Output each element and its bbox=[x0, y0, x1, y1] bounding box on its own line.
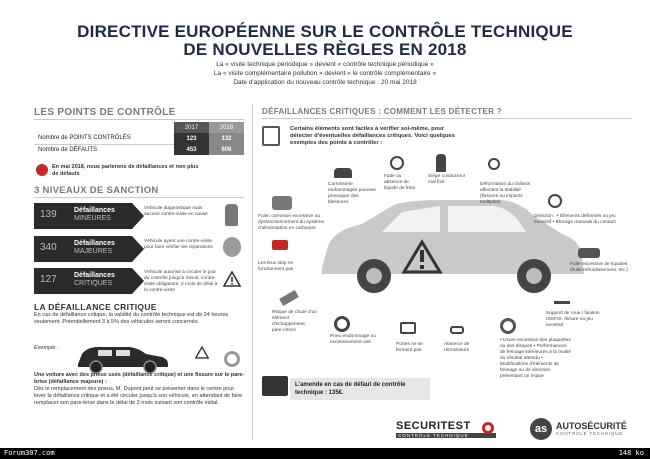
footer-source: Forum307.com bbox=[4, 449, 55, 457]
chassis-icon bbox=[488, 158, 500, 170]
tire-icon bbox=[334, 316, 350, 332]
exhaust-icon bbox=[279, 290, 299, 306]
item-feux: Les feux stop ne fonctionnent pas bbox=[258, 261, 294, 272]
warning-triangle-icon bbox=[195, 346, 209, 359]
sanction-word: Défaillances bbox=[74, 272, 115, 279]
band-arrow bbox=[132, 268, 144, 294]
band-arrow bbox=[132, 236, 144, 262]
detect-intro: Certains éléments sont faciles à vérifier soi-même, pour détecter d'éventuelles défaillances critiques. Voici quelques exemples des points à contrôler : bbox=[290, 126, 455, 146]
sanction-desc: Véhicule autorisé à circuler le jour du contrôle jusqu'à minuit, contre-visite obligatoire, 2 mois de délai à la contre-visite bbox=[144, 270, 218, 293]
item-usure: • Usure excessive des plaquettes ou des disques • Performances de freinage inférieures à la moitié du résultat attendu • Modifications d'éléments de freinage ou de direction présentant un risque bbox=[500, 338, 571, 379]
critique-text: En cas de défaillance critique, la validité du contrôle technique est de 24 heures seulement. Potentiellement 3 à 5% des véhicules seront concernés. bbox=[34, 312, 229, 325]
row2-label: Nombre de DÉFAUTS bbox=[38, 146, 98, 153]
mirror-icon bbox=[450, 326, 464, 334]
steering-wheel-icon bbox=[548, 194, 562, 208]
car-body-icon bbox=[334, 168, 352, 178]
item-portes: Portes ne se ferment pas bbox=[396, 342, 423, 353]
page-title-line2: DE NOUVELLES RÈGLES EN 2018 bbox=[183, 40, 467, 59]
sanction-kind: MINEURES bbox=[74, 215, 111, 222]
sanction-band-majeures bbox=[34, 236, 132, 262]
thumbs-up-icon bbox=[225, 204, 238, 226]
door-icon bbox=[400, 322, 416, 334]
brake-disc-icon bbox=[500, 318, 516, 334]
critique-title: LA DÉFAILLANCE CRITIQUE bbox=[34, 302, 157, 312]
item-retro: Absence de rétroviseurs bbox=[444, 342, 470, 353]
securitest-sub: CONTRÔLE TECHNIQUE bbox=[396, 433, 496, 438]
table-row bbox=[34, 144, 244, 155]
critique-bottom-text: Dès le remplacement des pneus, M. Dupont peut se présenter dans le centre pour lever la défaillance critique et a été circuler jusqu'à son véhicule, en attendant de faire remplacer son pare-brise dans le délai de 2 mois suivant son contrôle initial. bbox=[34, 386, 243, 406]
sanction-num: 340 bbox=[40, 242, 57, 253]
detect-title: DÉFAILLANCES CRITIQUES : COMMENT LES DÉTECTER ? bbox=[262, 107, 502, 116]
wallet-icon bbox=[262, 376, 288, 396]
fuel-system-icon bbox=[272, 196, 292, 210]
item-siege: Siège conducteur mal fixé bbox=[428, 174, 466, 185]
sanction-word: Défaillances bbox=[74, 240, 115, 247]
band-arrow bbox=[132, 203, 144, 229]
footer-bar bbox=[0, 448, 650, 459]
sanctions-title: 3 NIVEAUX DE SANCTION bbox=[34, 185, 159, 196]
points-title: LES POINTS DE CONTRÔLE bbox=[34, 107, 176, 118]
page-title-line1: DIRECTIVE EUROPÉENNE SUR LE CONTRÔLE TECHNIQUE bbox=[77, 22, 573, 41]
points-note: En mai 2018, nous parlerons de défaillances et non plus de défauts bbox=[52, 164, 199, 177]
table-row bbox=[34, 133, 244, 144]
critique-bottom-bold: Une voiture avec des pneus usés (défaillance critique) et une fissure sur le pare-brise (défaillance majeure) : bbox=[34, 372, 245, 385]
isofix-icon bbox=[554, 290, 570, 304]
sanction-num: 127 bbox=[40, 274, 57, 285]
col-2017: 2017 bbox=[174, 122, 209, 133]
securitest-name: SECURITEST bbox=[396, 420, 471, 432]
brake-light-icon bbox=[272, 240, 288, 250]
tire-icon bbox=[224, 351, 240, 367]
sanction-band-mineures bbox=[34, 203, 132, 229]
item-deformation: Déformation du châssis affectant la stabilité (fissures ou impacts multiples) bbox=[480, 182, 531, 205]
row2-2017: 453 bbox=[174, 144, 209, 155]
sanction-word: Défaillances bbox=[74, 207, 115, 214]
mechanic-icon bbox=[223, 237, 241, 257]
row1-label: Nombre de POINTS CONTRÔLÉS bbox=[34, 133, 174, 144]
oil-can-icon bbox=[578, 248, 600, 258]
sanction-desc: Véhicule diagnostiqué mais aucune contre-visite en cause bbox=[144, 206, 208, 217]
footer-size: 148 ko bbox=[618, 449, 644, 457]
clipboard-icon bbox=[262, 126, 280, 146]
row1-2018: 132 bbox=[209, 133, 244, 144]
item-fuite-carburant: Fuite, corrosion excessive ou dysfonctionnement du système d'alimentation en carburant bbox=[258, 214, 325, 231]
detect-divider bbox=[262, 118, 632, 119]
row2-2018: 606 bbox=[209, 144, 244, 155]
points-table bbox=[34, 122, 244, 155]
autosecurite-name: AUTOSÉCURITÉ bbox=[556, 421, 627, 431]
col-2018: 2018 bbox=[209, 122, 244, 133]
autosecurite-sub: CONTRÔLE TECHNIQUE bbox=[556, 431, 624, 436]
item-isofix: Support de roue / fixation ISOFIX, fissure ou jeu excessif bbox=[546, 311, 600, 328]
item-huile: Fuite excessive de liquides (huile refroidissement, etc.) bbox=[570, 262, 628, 273]
sanctions-divider bbox=[34, 197, 244, 198]
sanction-kind: CRITIQUES bbox=[74, 280, 113, 287]
example-label: Exemple : bbox=[34, 345, 59, 351]
item-carrosserie: Carrosserie endommagée pouvant provoquer des blessures bbox=[328, 182, 376, 205]
item-pneus: Pneu endommagé ou excessivement usé bbox=[330, 334, 376, 345]
item-direction: Direction : • Éléments déformés ou jeu excessif • Blocage mauvais du contact bbox=[534, 214, 616, 225]
brake-warning-icon bbox=[390, 156, 404, 170]
alert-icon bbox=[36, 164, 48, 176]
securitest-emblem-icon bbox=[482, 422, 494, 434]
warning-triangle-icon bbox=[223, 271, 241, 287]
intro-line1: La « visite technique périodique » devient « contrôle technique périodique » bbox=[216, 61, 434, 68]
seat-icon bbox=[436, 154, 446, 172]
sanction-band-critiques bbox=[34, 268, 132, 294]
fine-box: L'amende en cas de défaut de contrôle technique : 135€. bbox=[290, 378, 430, 400]
example-car-icon bbox=[72, 340, 172, 374]
intro-line3: Date d'application du nouveau contrôle technique : 20 mai 2018 bbox=[233, 79, 417, 86]
row1-2017: 123 bbox=[174, 133, 209, 144]
securitest-logo bbox=[396, 420, 496, 444]
points-table-header bbox=[34, 122, 244, 133]
autosecurite-emblem: as bbox=[530, 418, 552, 440]
item-fuite-frein: Fuite ou absence de liquide de frein bbox=[384, 174, 416, 191]
column-divider bbox=[252, 104, 253, 440]
sanction-kind: MAJEURES bbox=[74, 248, 113, 255]
item-chute: Risque de chute d'un élément d'échappement, pare-chocs bbox=[272, 310, 317, 333]
intro-line2: La « visite complémentaire pollution » devient « le contrôle complémentaire » bbox=[213, 70, 437, 77]
points-divider bbox=[34, 119, 244, 120]
sanction-desc: Véhicule ayant une contre-visite pour faire vérifier les réparations bbox=[144, 239, 213, 250]
sanction-num: 139 bbox=[40, 209, 57, 220]
